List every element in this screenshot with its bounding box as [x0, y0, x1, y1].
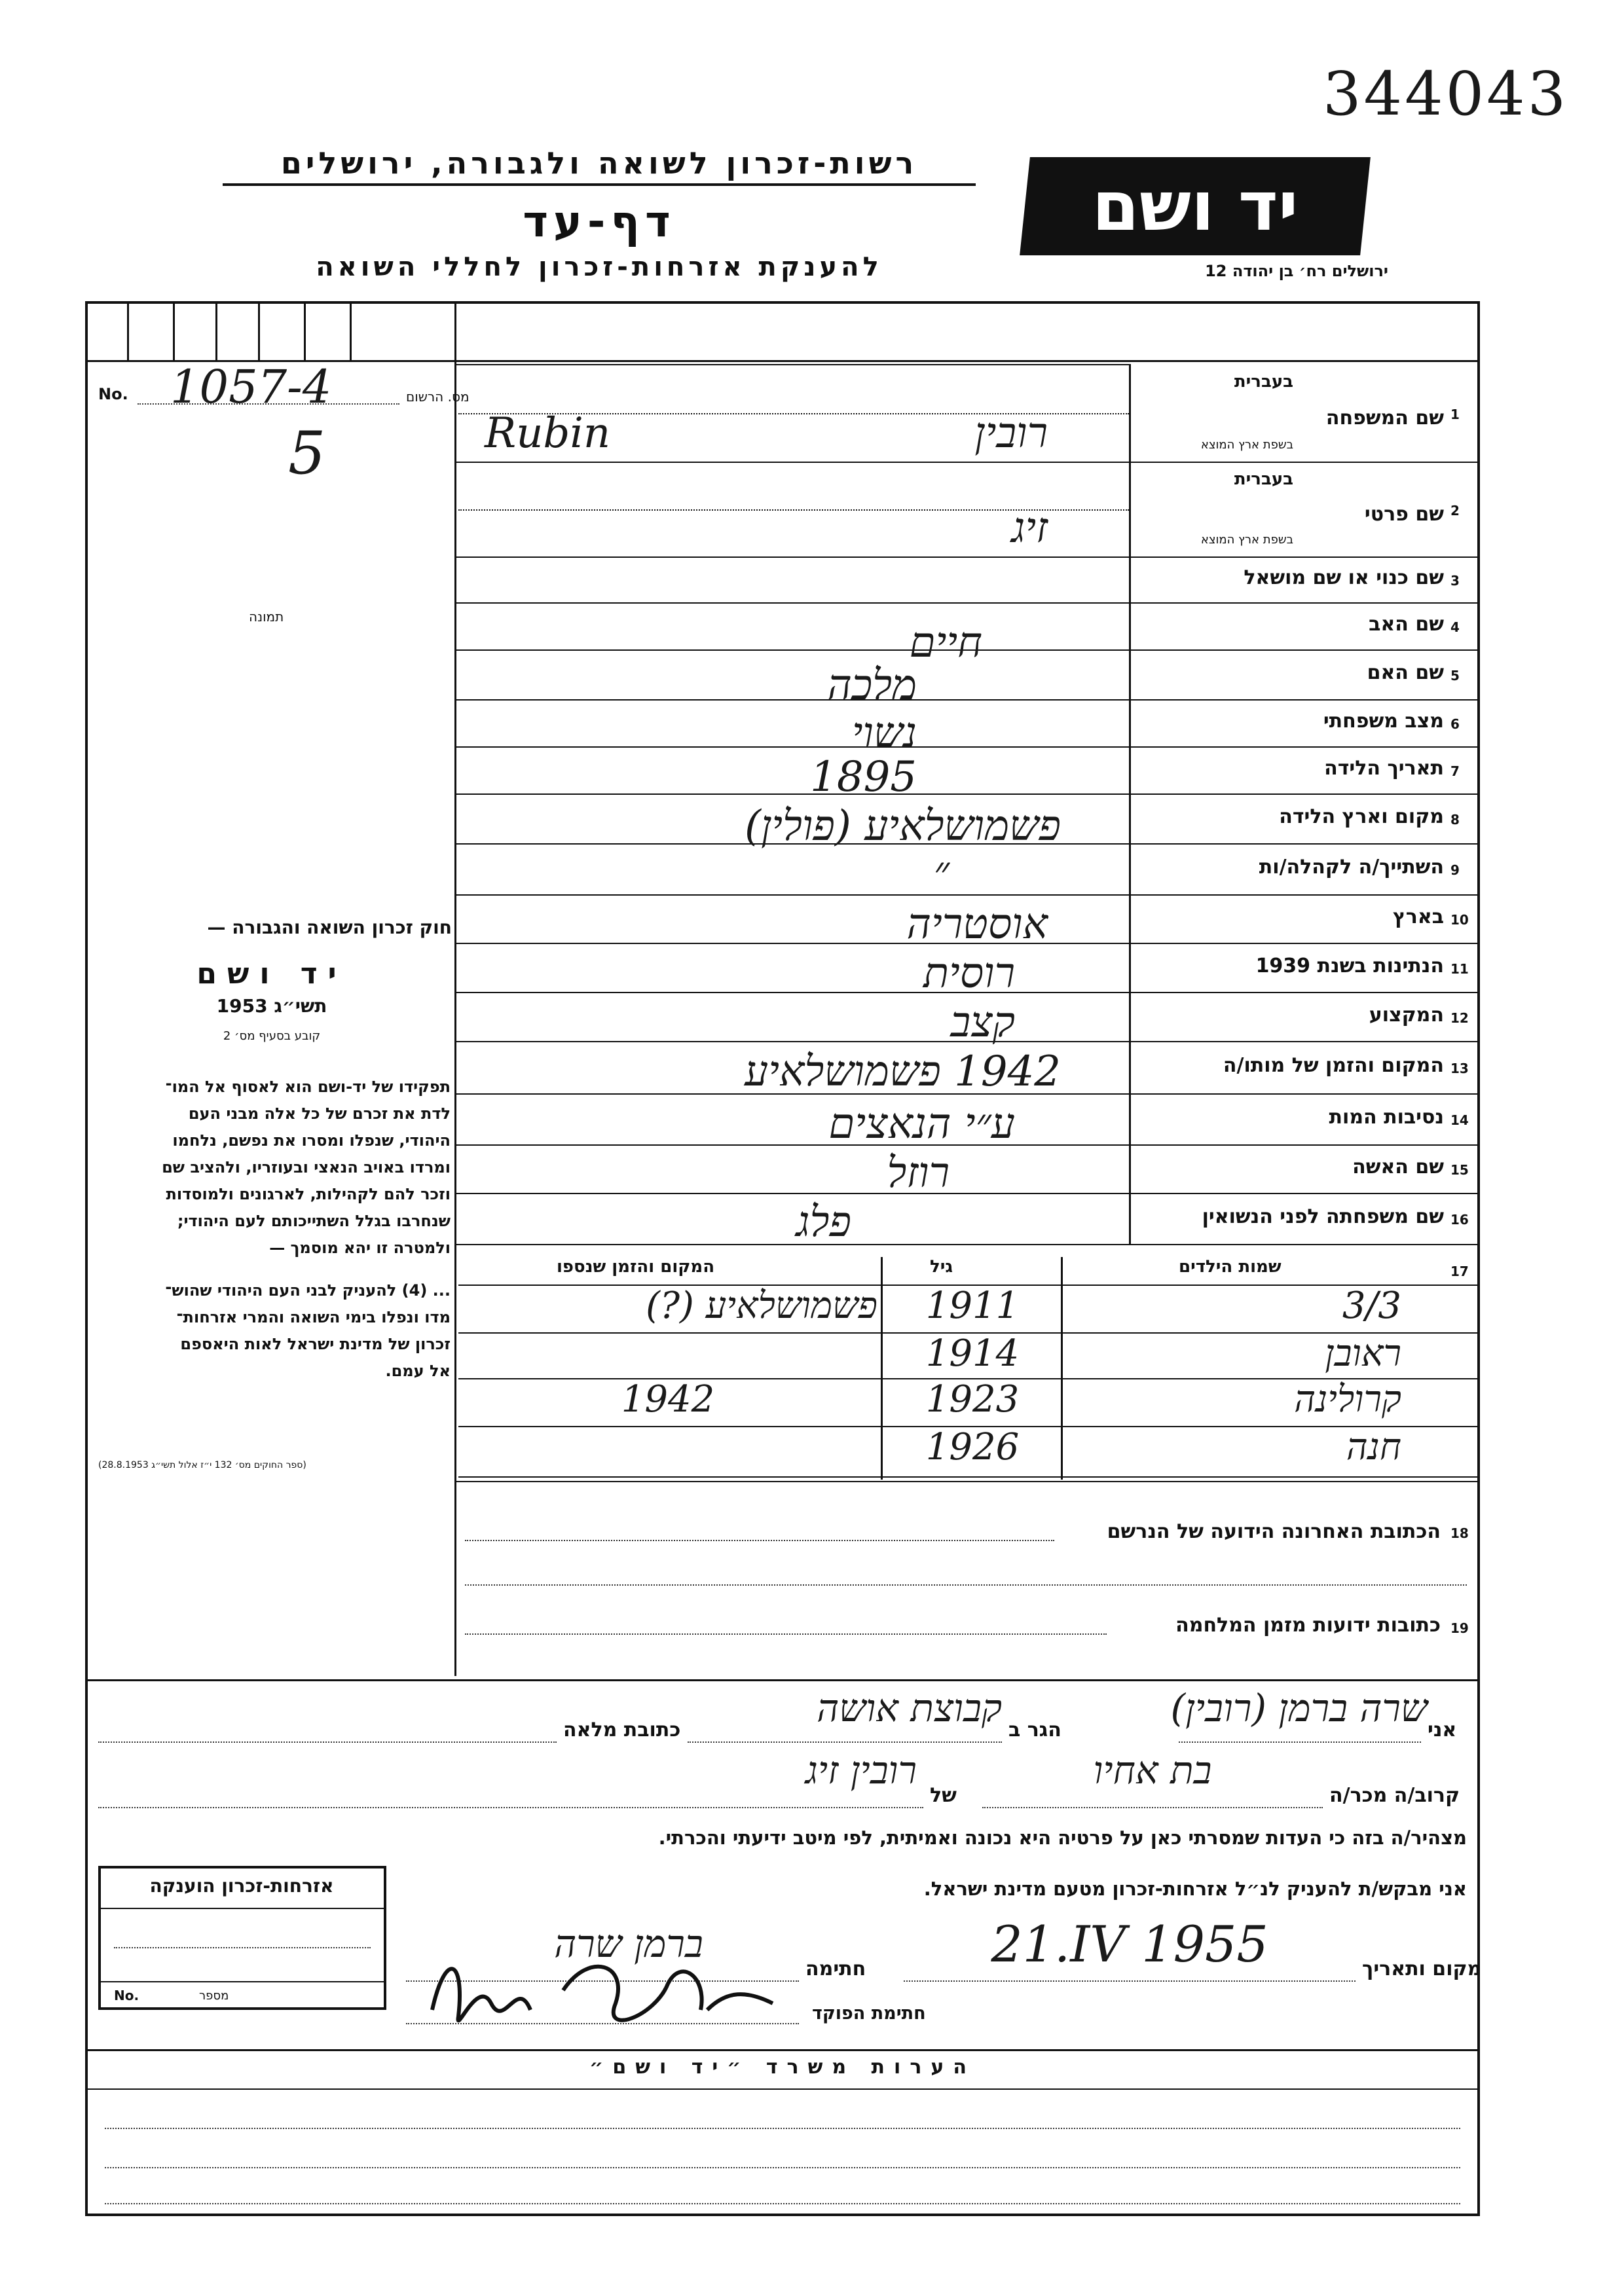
- law-line: ... (4) להעניק לבני העם היהודי שהוש־: [165, 1281, 451, 1300]
- children-names-header: שמות הילדים: [1179, 1257, 1282, 1277]
- child-name: ראובן: [1325, 1332, 1401, 1375]
- address-line: ירושלים רח׳ בן יהודה 12: [1205, 262, 1388, 280]
- child-age: 1911: [925, 1285, 1020, 1327]
- profession-value: קצב: [950, 998, 1015, 1047]
- logo-text: יד ושם: [1092, 166, 1299, 246]
- child-age: 1926: [925, 1426, 1020, 1468]
- award-box-no-label: No.: [114, 1988, 139, 2003]
- signature-label: חתימה: [805, 1958, 866, 1980]
- residence-label: הגר ב: [1008, 1719, 1061, 1741]
- death-circumstances-value: ע״י הנאצים: [828, 1100, 1015, 1148]
- declaration-request: אני מבקש/ת להעניק לנ״ל אזרחות-זכרון מטעם מדינת ישראל.: [923, 1878, 1467, 1900]
- field-number: 7: [1450, 763, 1460, 779]
- field-number: 8: [1450, 812, 1460, 828]
- field-sublabel-origin: בשפת ארץ המוצא: [1200, 533, 1293, 547]
- photo-label: תמונה: [249, 609, 284, 625]
- child-place: פשמושלאיע (?): [646, 1285, 877, 1327]
- declarant-name-value: שרה ברמן (רובין): [1170, 1686, 1428, 1730]
- field-label: הנתינות בשנת 1939: [1255, 954, 1444, 977]
- form-title: דף-עד: [523, 196, 676, 247]
- law-line: תפקידו של יד-ושם הוא לאסוף אל המו־: [165, 1078, 451, 1096]
- field-sublabel-hebrew: בעברית: [1234, 372, 1293, 392]
- children-place-header: המקום והזמן שנספו: [557, 1257, 715, 1277]
- law-year: תשי״ג 1953: [216, 995, 327, 1017]
- registration-label: מס. הרשום: [406, 389, 470, 405]
- wife-maiden-name-value: פלג: [796, 1198, 851, 1247]
- father-name-value: חיים: [909, 619, 982, 667]
- field-number: 5: [1450, 668, 1460, 683]
- wartime-addresses-label: כתובות ידועות מזמן המלחמה: [1175, 1614, 1441, 1637]
- citizenship-value: רוסית: [923, 949, 1015, 998]
- field-number: 1: [1450, 406, 1460, 422]
- field-label: תאריך הלידה: [1324, 757, 1444, 780]
- field-label: שם האם: [1367, 661, 1444, 684]
- officer-signature-scribble: [419, 1938, 786, 2043]
- field-label: המקצוע: [1369, 1003, 1444, 1027]
- field-label: בארץ: [1392, 905, 1444, 928]
- child-name: 3/3: [1342, 1285, 1401, 1327]
- last-address-label: הכתובת האחרונה הידועה של הנרשם: [1107, 1520, 1441, 1543]
- first-name-value: זיג: [1011, 504, 1048, 553]
- birth-place-value: פשמושלאיע (פולין): [744, 802, 1061, 850]
- children-age-header: גיל: [930, 1257, 953, 1277]
- law-line: ומרדו באויב הנאצי ובעוזריו, ולהציב שם: [162, 1158, 451, 1176]
- law-line: ולמטרה זו יהא מוסמך —: [269, 1239, 451, 1257]
- field-number: 15: [1450, 1162, 1469, 1178]
- field-label: מקום וארץ הלידה: [1279, 805, 1444, 828]
- place-date-label: מקום ותאריך: [1362, 1958, 1482, 1980]
- field-label: שם כנוי או שם מושאל: [1244, 566, 1444, 589]
- mother-name-value: מלכה: [827, 661, 917, 710]
- law-line: שנחרבו בגלל השתייכותם לעם היהודי;: [177, 1212, 451, 1230]
- registration-no-label: No.: [98, 385, 128, 403]
- registration-number: 1057-4: [170, 360, 332, 414]
- child-name: קרולינה: [1294, 1378, 1401, 1421]
- signature-value: ברמן שרה: [554, 1922, 703, 1966]
- field-number: 2: [1450, 502, 1460, 519]
- community-value: ״: [933, 848, 950, 896]
- registration-mark: 5: [288, 419, 326, 488]
- field-number: 13: [1450, 1061, 1469, 1076]
- field-label: מצב משפחתי: [1323, 710, 1444, 733]
- field-label: נסיבות המות: [1329, 1106, 1444, 1129]
- field-number: 16: [1450, 1212, 1469, 1228]
- relation-label: קרוב/ה מכר/ה: [1329, 1784, 1460, 1807]
- law-source: (ספר החוקים מס׳ 132 י״ז אלול תשי״ג 28.8.1953): [98, 1460, 306, 1470]
- officer-signature-label: חתימת הפוקד: [812, 2003, 926, 2024]
- field-label: שם המשפחה: [1325, 406, 1444, 429]
- field-label: שם האב: [1369, 613, 1444, 636]
- surname-hebrew-value: רובין: [974, 409, 1048, 458]
- field-number: 14: [1450, 1112, 1469, 1128]
- death-place-date-value: 1942 פשמושלאיע: [744, 1048, 1061, 1096]
- law-clause: קובע בסעיף מס׳ 2: [223, 1029, 321, 1043]
- relation-of-value: רובין זיג: [805, 1748, 917, 1793]
- field-sublabel-origin: בשפת ארץ המוצא: [1200, 438, 1293, 452]
- code-boxes: [88, 304, 454, 360]
- birth-date-value: 1895: [810, 753, 917, 801]
- authority-name: רשות-זכרון לשואה ולגבורה, ירושלים: [223, 145, 976, 186]
- law-line: זכרון של מדינת ישראל לאות היאספם: [180, 1335, 451, 1353]
- field-label: המקום והזמן של מותו/ה: [1223, 1054, 1444, 1077]
- field-18-number: 18: [1450, 1525, 1469, 1541]
- law-line: לדת את זכרם של כל אלה מבני העם: [188, 1104, 451, 1123]
- declarant-label: אני: [1428, 1719, 1457, 1741]
- marital-status-value: נשוי: [851, 709, 917, 757]
- yad-vashem-logo: [1020, 157, 1371, 255]
- law-line: מדו ונפלו בימי השואה והמרי אזרחות־: [176, 1308, 451, 1326]
- law-line: וזכר להם לקהילות, לארגונים ולמוסדות: [166, 1185, 451, 1203]
- declaration-statement: מצהיר/ה בזה כי העדות שמסרתי כאן על פרטיה היא נכונה ואמיתית, לפי מיטב ידיעתי והכרתי.: [658, 1827, 1467, 1849]
- office-notes-title: הערות משרד ״יד ושם״: [589, 2056, 976, 2079]
- law-line: אל עמם.: [385, 1362, 451, 1380]
- child-name: חנה: [1346, 1426, 1401, 1468]
- child-place: 1942: [621, 1378, 715, 1421]
- field-sublabel-hebrew: בעברית: [1234, 469, 1293, 489]
- award-box-number-label: מספר: [199, 1989, 229, 2003]
- place-date-value: 21.IV 1955: [991, 1915, 1268, 1973]
- address-label: כתובת מלאה: [563, 1719, 681, 1741]
- archive-number: 344043: [1323, 59, 1569, 129]
- field-number: 6: [1450, 716, 1460, 732]
- child-age: 1923: [925, 1378, 1020, 1421]
- field-label: שם האשה: [1352, 1156, 1444, 1178]
- field-number: 3: [1450, 573, 1460, 589]
- field-number: 9: [1450, 862, 1460, 878]
- award-box: [98, 1866, 386, 2010]
- field-number: 4: [1450, 619, 1460, 635]
- residence-value: קבוצת אושה: [817, 1686, 1002, 1730]
- child-age: 1914: [925, 1332, 1020, 1375]
- law-title: חוק זכרון השואה והגבורה —: [207, 917, 452, 938]
- relation-value: בת אחיו: [1093, 1748, 1212, 1793]
- children-field-number: 17: [1450, 1264, 1469, 1279]
- field-label: שם משפחתה לפני הנשואין: [1202, 1205, 1444, 1228]
- field-label: השתייך/ה לקהלה/ות: [1259, 856, 1444, 879]
- field-19-number: 19: [1450, 1620, 1469, 1636]
- wife-name-value: רוזל: [887, 1149, 950, 1197]
- form-subtitle: להענקת אזרחות-זכרון לחללי השואה: [316, 252, 883, 282]
- law-text: [92, 1074, 451, 1385]
- field-number: 12: [1450, 1010, 1469, 1026]
- country-value: אוסטריה: [906, 900, 1048, 949]
- law-name: יד ושם: [196, 957, 347, 991]
- surname-latin-value: Rubin: [485, 409, 611, 458]
- award-box-title: אזרחות-זכרון הוענקה: [149, 1875, 334, 1897]
- field-label: שם פרטי: [1364, 502, 1444, 526]
- of-label: של: [930, 1784, 957, 1807]
- law-line: היהודי, שנפלו ומסרו את נפשם, נלחמו: [172, 1131, 451, 1150]
- field-number: 10: [1450, 912, 1469, 928]
- field-number: 11: [1450, 960, 1469, 977]
